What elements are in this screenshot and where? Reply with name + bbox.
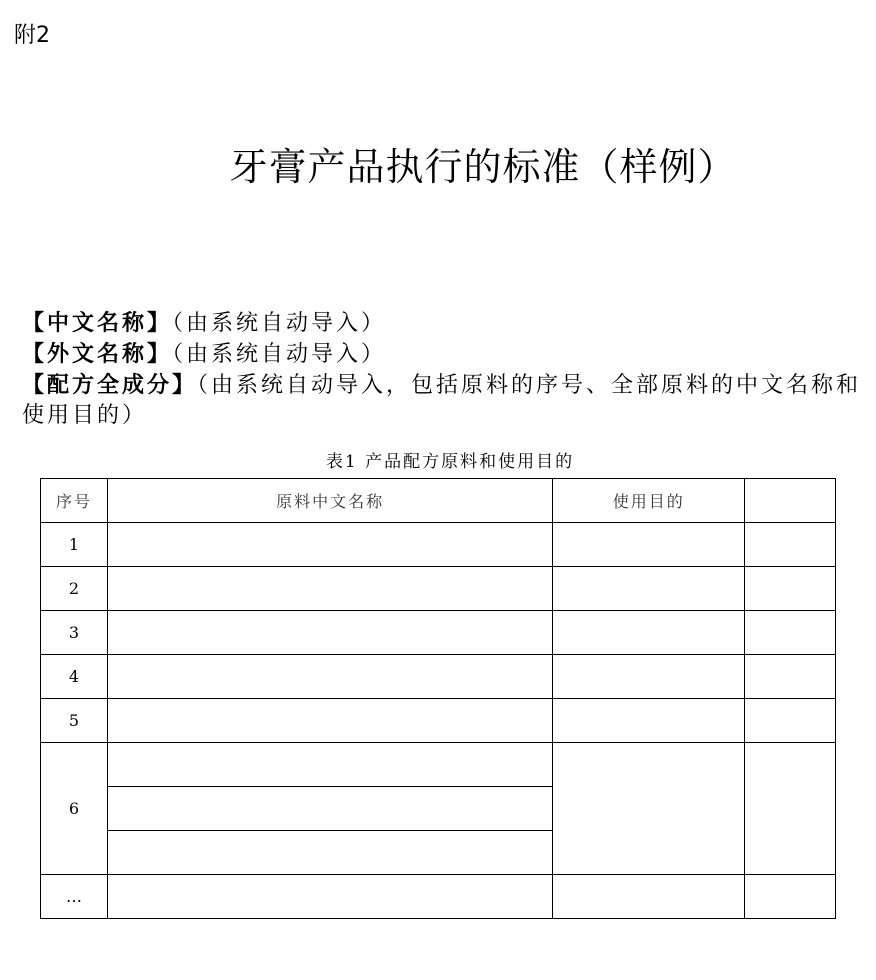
field-formula: [22, 370, 868, 431]
header-extra: [745, 479, 836, 523]
field-foreign-name: [22, 339, 868, 370]
extra-cell: [745, 699, 836, 743]
formula-table: [40, 478, 836, 919]
field-chinese-name: [22, 308, 868, 339]
table-row: [41, 875, 836, 919]
extra-cell: [745, 567, 836, 611]
row-number: 2: [41, 567, 108, 611]
row-number: 3: [41, 611, 108, 655]
page-title: 牙膏产品执行的标准（样例）: [229, 145, 737, 189]
ingredient-cell: [107, 875, 552, 919]
purpose-cell: [553, 875, 745, 919]
table-row: [41, 611, 836, 655]
table-row-merged: [41, 743, 836, 787]
ingredient-cell: [107, 743, 552, 787]
field-label: 【配方全成分】: [22, 372, 198, 398]
extra-cell: [745, 655, 836, 699]
extra-cell: [745, 611, 836, 655]
ingredient-cell: [107, 787, 552, 831]
ingredient-cell: [107, 611, 552, 655]
row-number: 4: [41, 655, 108, 699]
row-number: …: [41, 875, 108, 919]
table-caption: 表1 产品配方原料和使用目的: [325, 452, 575, 472]
field-label: 【外文名称】: [22, 341, 173, 367]
annex-label: 附2: [14, 23, 50, 48]
table-header-row: [41, 479, 836, 523]
extra-cell: [745, 875, 836, 919]
purpose-cell: [553, 611, 745, 655]
extra-cell: [745, 523, 836, 567]
table-row: [41, 655, 836, 699]
ingredient-cell: [107, 523, 552, 567]
row-number: 1: [41, 523, 108, 567]
table-row: [41, 567, 836, 611]
field-text: （由系统自动导入）: [172, 342, 387, 367]
field-text: （由系统自动导入，包括原料的序号、全部原料的中文名称和使用目的）: [22, 373, 862, 428]
fields-block: [22, 308, 868, 431]
purpose-cell: [553, 699, 745, 743]
table-row: [41, 523, 836, 567]
purpose-cell: [553, 743, 745, 875]
ingredient-cell: [107, 655, 552, 699]
ingredient-cell: [107, 567, 552, 611]
row-number: 6: [41, 743, 108, 875]
extra-cell: [745, 743, 836, 875]
purpose-cell: [553, 567, 745, 611]
header-seq: 序号: [41, 479, 108, 523]
purpose-cell: [553, 655, 745, 699]
purpose-cell: [553, 523, 745, 567]
field-label: 【中文名称】: [22, 310, 173, 336]
header-purpose: 使用目的: [553, 479, 745, 523]
header-ingredient: 原料中文名称: [107, 479, 552, 523]
field-text: （由系统自动导入）: [172, 311, 387, 336]
ingredient-cell: [107, 699, 552, 743]
row-number: 5: [41, 699, 108, 743]
table-row: [41, 699, 836, 743]
ingredient-cell: [107, 831, 552, 875]
